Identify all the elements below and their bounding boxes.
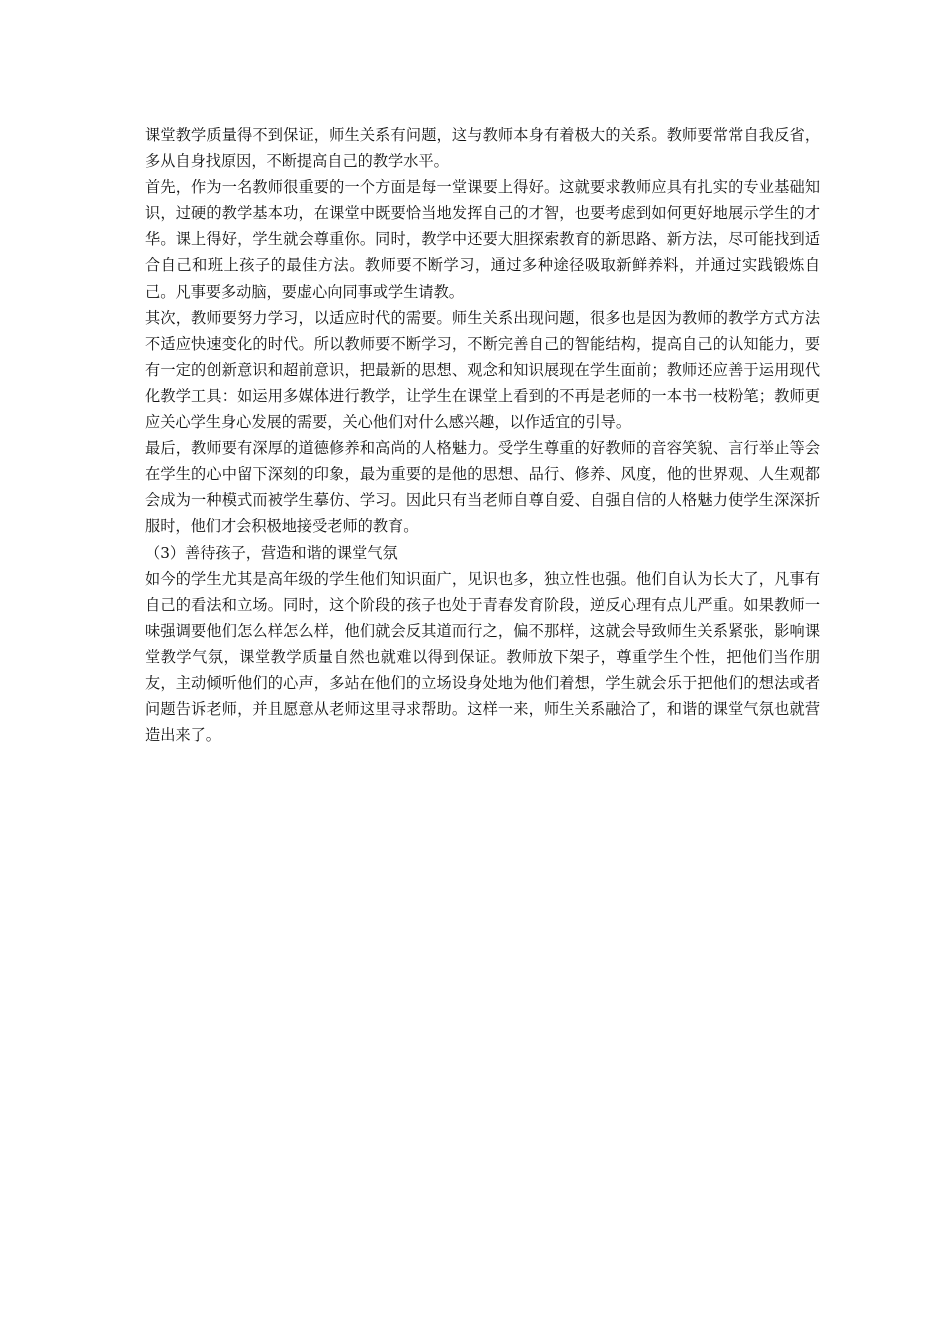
paragraph-first-point: 首先，作为一名教师很重要的一个方面是每一堂课要上得好。这就要求教师应具有扎实的专业基础知识，过硬的教学基本功，在课堂中既要恰当地发挥自己的才智，也要考虑到如何更好地展示学生的才华。课上得好，学生就会尊重你。同时，教学中还要大胆探索教育的新思路、新方法，尽可能找到适合自己和班上孩子的最佳方法。教师要不断学习，通过多种途径吸取新鲜养料，并通过实践锻炼自己。凡事要多动脑，要虚心向同事或学生请教。: [145, 178, 820, 301]
paragraph-second-point: 其次，教师要努力学习，以适应时代的需要。师生关系出现问题，很多也是因为教师的教学方式方法不适应快速变化的时代。所以教师要不断学习，不断完善自己的智能结构，提高自己的认知能力，要有一定的创新意识和超前意识，把最新的思想、观念和知识展现在学生面前；教师还应善于运用现代化教学工具：如运用多媒体进行教学，让学生在课堂上看到的不再是老师的一本书一枝粉笔；教师更应关心学生身心发展的需要，关心他们对什么感兴趣，以作适宜的引导。: [145, 308, 820, 432]
paragraph-teacher-reflection: 课堂教学质量得不到保证，师生关系有问题，这与教师本身有着极大的关系。教师要常常自我反省，多从自身找原因，不断提高自己的教学水平。: [145, 126, 820, 171]
section-heading: （3）善待孩子，营造和谐的课堂气氛: [145, 543, 398, 562]
paragraph-classroom-atmosphere: 如今的学生尤其是高年级的学生他们知识面广，见识也多，独立性也强。他们自认为长大了，凡事有自己的看法和立场。同时，这个阶段的孩子也处于青春发育阶段，逆反心理有点儿严重。如果教师一味强调要他们怎么样怎么样，他们就会反其道而行之，偏不那样，这就会导致师生关系紧张，影响课堂教学气氛，课堂教学质量自然也就难以得到保证。教师放下架子，尊重学生个性，把他们当作朋友，主动倾听他们的心声，多站在他们的立场设身处地为他们着想，学生就会乐于把他们的想法或者问题告诉老师，并且愿意从老师这里寻求帮助。这样一来，师生关系融洽了，和谐的课堂气氛也就营造出来了。: [145, 569, 820, 745]
document-body: [145, 122, 820, 748]
paragraph-third-point: 最后，教师要有深厚的道德修养和高尚的人格魅力。受学生尊重的好教师的音容笑貌、言行举止等会在学生的心中留下深刻的印象，最为重要的是他的思想、品行、修养、风度，他的世界观、人生观都会成为一种模式而被学生摹仿、学习。因此只有当老师自尊自爱、自强自信的人格魅力使学生深深折服时，他们才会积极地接受老师的教育。: [145, 439, 820, 536]
